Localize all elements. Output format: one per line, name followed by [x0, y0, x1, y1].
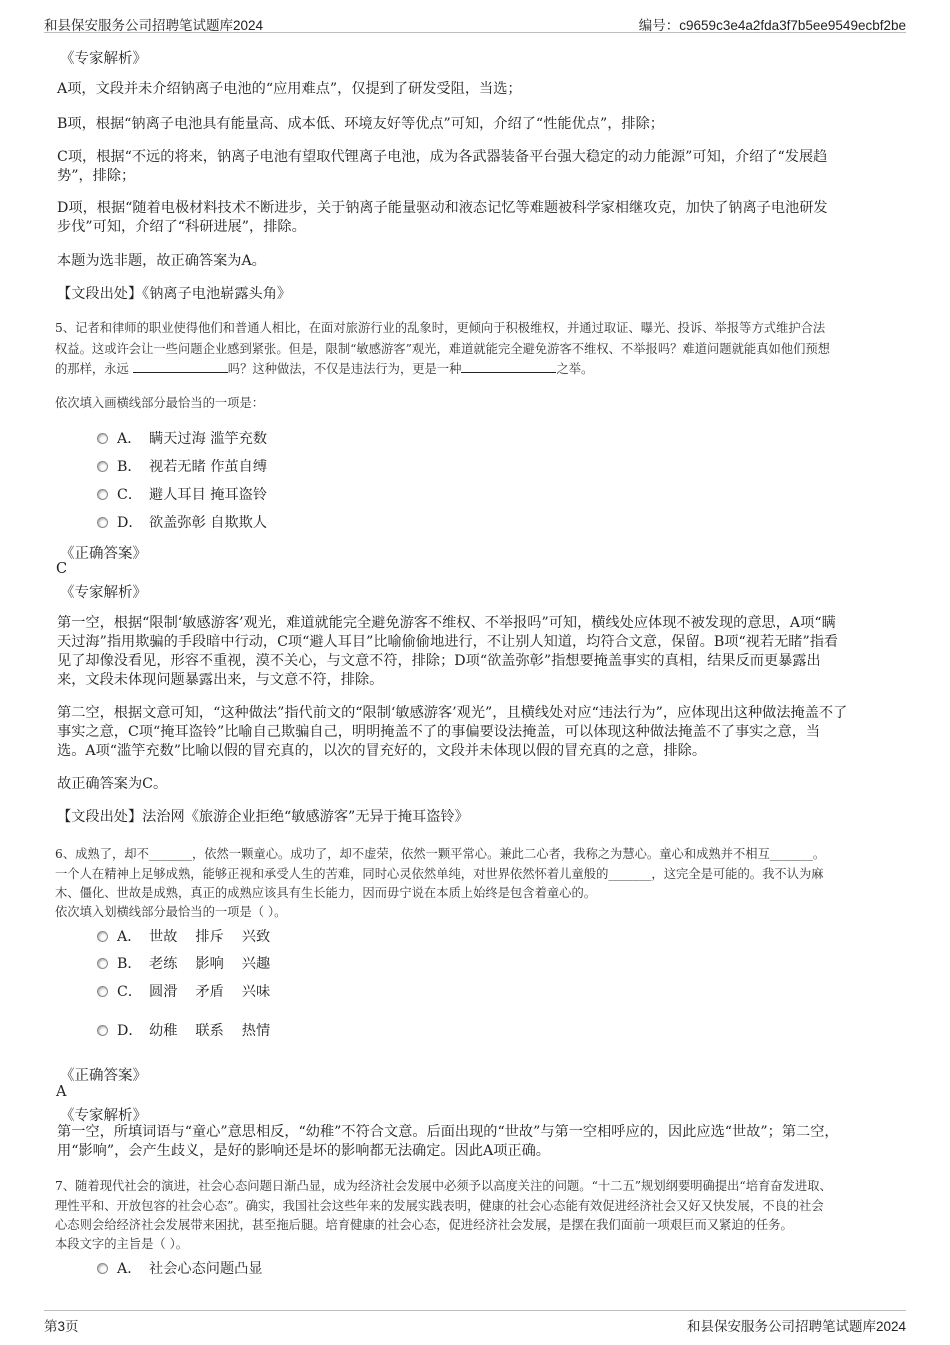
q6-answer-label: 《正确答案》	[60, 1068, 147, 1084]
q5-source: 【文段出处】法治网《旅游企业拒绝“敏感游客”无异于掩耳盗铃》	[57, 809, 469, 825]
q5-prompt: 依次填入画横线部分最恰当的一项是：	[55, 396, 265, 410]
q5-blank-2	[461, 360, 556, 373]
q5-stem-line3	[55, 360, 900, 378]
q5-analysis-label: 《专家解析》	[60, 585, 147, 601]
option-label: D．	[117, 515, 143, 531]
q5-analysis-p1-line4: 来，文段未体现问题暴露出来，与文意不符，排除。	[57, 672, 384, 688]
page-header	[44, 10, 906, 33]
q5-answer-label: 《正确答案》	[60, 546, 147, 562]
footer-page-number: 第3页	[44, 1319, 79, 1334]
radio-button-icon[interactable]	[97, 433, 108, 444]
q5-analysis-p2-line2: 事实之意，C项“掩耳盗铃”比喻自己欺骗自己，明明掩盖不了的事偏要设法掩盖，可以体现这种做法掩盖不了事实之意，当	[57, 724, 821, 740]
q6-stem-line1: 6、成熟了，却不_______，依然一颗童心。成功了，却不虚荣，依然一颗平常心。兼此二心者，我称之为慧心。童心和成熟并不相互_______。	[55, 847, 826, 861]
option-text: 圆滑 矛盾 兴味	[149, 984, 271, 1000]
footer-doc-title: 和县保安服务公司招聘笔试题库2024	[686, 1319, 906, 1334]
q4-analysis-d-line1: D项，根据“随着电极材料技术不断进步，关于钠离子能量驱动和液态记忆等难题被科学家相继攻克，加快了钠离子电池研发	[57, 200, 828, 216]
page-footer	[44, 1310, 906, 1334]
q4-analysis-b: B项，根据“钠离子电池具有能量高、成本低、环境友好等优点”可知，介绍了“性能优点”，排除；	[57, 116, 664, 132]
radio-button-icon[interactable]	[97, 1025, 108, 1036]
q5-analysis-p1-line2: 天过海”指用欺骗的手段暗中行动，C项“避人耳目”比喻偷偷地进行，不让别人知道，均符合文意，保留。B项“视若无睹”指看	[57, 634, 839, 650]
radio-button-icon[interactable]	[97, 461, 108, 472]
option-text: 避人耳目 掩耳盗铃	[149, 487, 268, 503]
option-label: D．	[117, 1023, 143, 1039]
q5-stem-line1: 5、记者和律师的职业使得他们和普通人相比，在面对旅游行业的乱象时，更倾向于积极维权，并通过取证、曝光、投诉、举报等方式维护合法	[55, 321, 826, 335]
q5-stem-line3-c: 之举。	[556, 362, 594, 376]
q7-prompt: 本段文字的主旨是（ ）。	[55, 1237, 189, 1251]
option-text: 社会心态问题凸显	[149, 1261, 263, 1277]
q5-analysis-p2-line3: 选。A项“滥竽充数”比喻以假的冒充真的，以次的冒充好的，文段并未体现以假的冒充真的之意，排除。	[57, 743, 707, 759]
option-text: 幼稚 联系 热情	[149, 1023, 271, 1039]
option-label: A．	[117, 929, 142, 945]
q6-answer: A	[56, 1084, 67, 1100]
option-label: A．	[117, 431, 142, 447]
q5-conclusion: 故正确答案为C。	[57, 776, 168, 792]
radio-button-icon[interactable]	[97, 986, 108, 997]
q5-analysis-p1-line1: 第一空，根据“限制‘敏感游客’观光，难道就能完全避免游客不维权、不举报吗”可知，横线处应体现不被发现的意思，A项“瞒	[57, 615, 836, 631]
q4-analysis-label: 《专家解析》	[60, 51, 147, 67]
q4-analysis-c-line2: 势”，排除；	[57, 168, 136, 184]
option-label: C．	[117, 984, 143, 1000]
header-doc-title: 和县保安服务公司招聘笔试题库2024	[44, 18, 264, 33]
radio-button-icon[interactable]	[97, 958, 108, 969]
radio-button-icon[interactable]	[97, 931, 108, 942]
q6-analysis-label: 《专家解析》	[60, 1108, 147, 1124]
q4-analysis-a: A项，文段并未介绍钠离子电池的“应用难点”，仅提到了研发受阻，当选；	[57, 81, 522, 97]
q5-answer: C	[56, 561, 68, 577]
q6-stem-line2: 一个人在精神上足够成熟，能够正视和承受人生的苦难，同时心灵依然单纯，对世界依然怀着儿童般的_______，这完全是可能的。我不认为麻	[55, 867, 824, 881]
header-doc-id: 编号：c9659c3e4a2fda3f7b5ee9549ecbf2be	[638, 18, 906, 33]
q7-stem-line2: 理性平和、开放包容的社会心态”。确实，我国社会这些年来的发展实践表明，健康的社会心态能有效促进经济社会又好又快发展，不良的社会	[55, 1199, 824, 1213]
q5-stem-line3-b: 吗？这种做法，不仅是违法行为，更是一种	[227, 362, 462, 376]
q5-blank-1	[133, 360, 228, 373]
q5-analysis-p2-line1: 第二空，根据文意可知，“这种做法”指代前文的“限制‘敏感游客’观光”，且横线处对应“违法行为”，应体现出这种做法掩盖不了	[57, 705, 848, 721]
q7-stem-line1: 7、随着现代社会的演进，社会心态问题日渐凸显，成为经济社会发展中必须予以高度关注的问题。“十二五”规划纲要明确提出“培育奋发进取、	[55, 1179, 832, 1193]
option-label: C．	[117, 487, 143, 503]
q7-stem-line3: 心态则会给经济社会发展带来困扰，甚至拖后腿。培育健康的社会心态，促进经济社会发展，是摆在我们面前一项艰巨而又紧迫的任务。	[55, 1218, 793, 1232]
radio-button-icon[interactable]	[97, 517, 108, 528]
q5-analysis-p1-line3: 见了却像没看见，形容不重视，漠不关心，与文意不符，排除；D项“欲盖弥彰”指想要掩盖事实的真相，结果反而更暴露出	[57, 653, 821, 669]
q4-conclusion: 本题为选非题，故正确答案为A。	[57, 253, 266, 269]
q6-analysis-line1: 第一空，所填词语与“童心”意思相反，“幼稚”不符合文意。后面出现的“世故”与第一空相呼应的，因此应选“世故”；第二空，	[57, 1124, 839, 1140]
q5-stem-line2: 权益。这或许会让一些问题企业感到紧张。但是，限制“敏感游客”观光，难道就能完全避免游客不维权、不举报吗？难道问题就能真如他们预想	[55, 342, 830, 356]
q6-stem-line3: 木、僵化、世故是成熟，真正的成熟应该具有生长能力，因而毋宁说在本质上始终是包含着童心的。	[55, 886, 597, 900]
option-label: B．	[117, 956, 142, 972]
q6-analysis-line2: 用“影响”，会产生歧义，是好的影响还是坏的影响都无法确定。因此A项正确。	[57, 1143, 550, 1159]
radio-button-icon[interactable]	[97, 1263, 108, 1274]
q4-source: 【文段出处】《钠离子电池崭露头角》	[57, 286, 292, 302]
radio-button-icon[interactable]	[97, 489, 108, 500]
q6-prompt: 依次填入划横线部分最恰当的一项是（ ）。	[55, 905, 287, 919]
option-text: 瞒天过海 滥竽充数	[149, 431, 268, 447]
q4-analysis-d-line2: 步伐”可知，介绍了“科研进展”，排除。	[57, 219, 306, 235]
q4-analysis-c-line1: C项，根据“不远的将来，钠离子电池有望取代锂离子电池，成为各武器装备平台强大稳定的动力能源”可知，介绍了“发展趋	[57, 149, 828, 165]
option-text: 老练 影响 兴趣	[149, 956, 271, 972]
option-label: B．	[117, 459, 142, 475]
q5-stem-line3-a: 的那样，永远	[55, 362, 129, 376]
option-text: 欲盖弥彰 自欺欺人	[149, 515, 268, 531]
option-text: 视若无睹 作茧自缚	[149, 459, 268, 475]
option-label: A．	[117, 1261, 142, 1277]
option-text: 世故 排斥 兴致	[149, 929, 271, 945]
